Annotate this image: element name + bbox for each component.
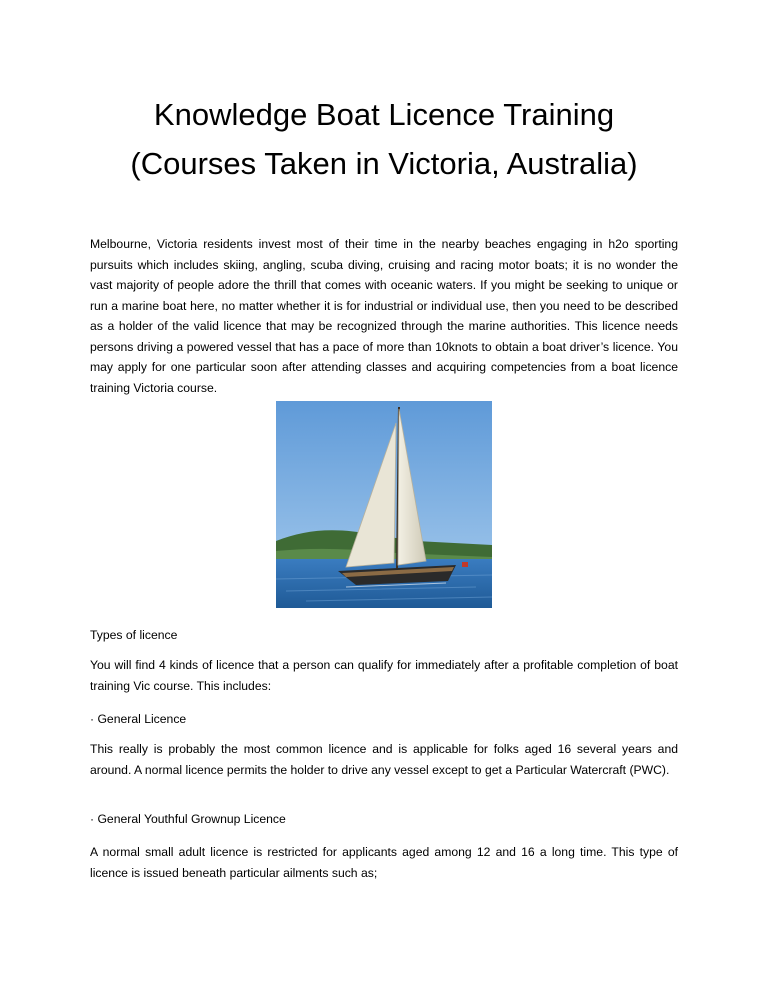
title-line-1: Knowledge Boat Licence Training [153,97,615,132]
general-licence-paragraph: This really is probably the most common licence and is applicable for folks aged 16 several years and around. A normal licence permits the holder to drive any vessel except to get a Particular Watercraft (PWC). [90,742,678,777]
youth-licence-paragraph: A normal small adult licence is restricted for applicants aged among 12 and 16 a long time. This type of licence is issued beneath particular ailments such as; [90,845,678,880]
general-licence-item: · General Licence [90,712,187,726]
types-paragraph: You will find 4 kinds of licence that a person can qualify for immediately after a profitable completion of boat training Vic course. This includes: [90,658,678,693]
sailboat-photo [276,401,492,608]
flag [462,562,468,567]
document-title [0,90,768,188]
types-heading: Types of licence [90,628,178,642]
title-line-2: (Courses Taken in Victoria, Australia) [130,146,638,181]
intro-paragraph: Melbourne, Victoria residents invest most of their time in the nearby beaches engaging in h2o sporting pursuits which includes skiing, angling, scuba diving, cruising and racing motor boats; it is no wonder the vast majority of people adore the thrill that comes with oceanic waters. If you might be seeking to unique or run a marine boat here, no matter whether it is for industrial or individual use, then you need to be described as a holder of the valid licence that may be recognized through the marine authorities. This licence needs persons driving a powered vessel that has a pace of more than 10knots to obtain a boat driver’s licence. You may apply for one particular soon after attending classes and acquiring competencies from a boat licence training Victoria course. [90,237,678,395]
youth-licence-item: · General Youthful Grownup Licence [90,812,286,826]
